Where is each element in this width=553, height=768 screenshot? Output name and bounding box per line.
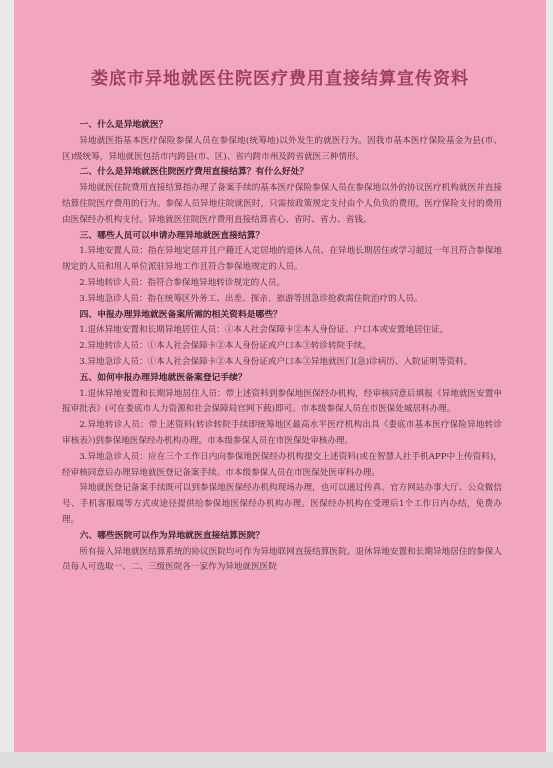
section-paragraph: 异地就医登记备案手续既可以到参保地医保经办机构现场办理，也可以通过传真、官方网站办事大厅、公众微信号、手机客服端等方式或途径提供给参保地医保经办机构办理。医保经办机构在受理后1个工作日内办结，免费办理。 bbox=[62, 483, 502, 525]
section-paragraph: 3.异地急诊人员：指在统筹区外务工、出差、探亲、旅游等因急诊抢救需住院治疗的人员。 bbox=[79, 293, 423, 304]
section-paragraph: 1.退休异地安置和长期异地居住人员：①本人社会保障卡②本人身份证、户口本或安置地居住证。 bbox=[79, 325, 449, 336]
section-paragraph: 1.退休异地安置和长期异地居住人员：带上述资料到参保地医保经办机构，经审核同意后填报《异地就医安置申报审批表》(可在娄底市人力资源和社会保障局官网下载)即可。市本级参保人员在市医保处城居科办理。 bbox=[62, 388, 502, 415]
section-paragraph: 3.异地急诊人员：应在三个工作日内向参保地医保经办机构提交上述资料(或在智慧人社手机APP中上传资料)，经审核同意后办理异地就医登记备案手续。市本级参保人员在市医保处医审科办理。 bbox=[62, 451, 502, 478]
section-paragraph: 3.异地急诊人员：①本人社会保障卡②本人身份证或户口本③异地就医门(急)诊病历、入院证明等资料。 bbox=[79, 356, 473, 367]
section-paragraph: 2.异地转诊人员：指符合参保地异地转诊规定的人员。 bbox=[79, 277, 286, 288]
section-paragraph: 2.异地转诊人员：带上述资料(转诊转院手续即统筹地区最高水平医疗机构出具《娄底市基本医疗保险异地转诊审核表》)到参保地医保经办机构办理。市本级参保人员在市医保处审核办理。 bbox=[62, 420, 502, 446]
section-heading: 四、申报办理异地就医备案所需的相关资料是哪些？ bbox=[79, 309, 282, 320]
section-paragraph: 1.异地安置人员：指在异地定居并且户籍迁入定居地的退休人员、在异地长期居住或学习超过一年且符合参保地规定的人员和用人单位派驻异地工作且符合参保地规定的人员。 bbox=[62, 246, 502, 273]
section-paragraph: 异地就医指基本医疗保险参保人员在参保地(统筹地)以外发生的就医行为。因我市基本医疗保险基金为县(市、区)级统筹，异地就医包括市内跨县(市、区)、省内跨市州及跨省就医三种情形。 bbox=[62, 135, 502, 162]
document-title: 娄底市异地就医住院医疗费用直接结算宣传资料 bbox=[91, 69, 469, 89]
section-paragraph: 异地就医住院费用直接结算指办理了备案手续的基本医疗保险参保人员在参保地以外的协议医疗机构就医并直接结算住院医疗费用的行为。参保人员异地住院就医时，只需按政策规定支付由个人负负的费用，医疗保险支付的费用由医保经办机构支付。异地就医住院医疗费用直接结算省心、省时、省力、省钱。 bbox=[62, 183, 502, 225]
section-paragraph: 所有接入异地就医结算系统的协议医院均可作为异地联网直接结算医院。退休异地安置和长期异地居住的参保人员每人可选取一、二、三级医院各一家作为异地就医医院 bbox=[62, 546, 502, 573]
section-heading: 三、哪些人员可以申请办理异地就医直接结算？ bbox=[79, 230, 265, 241]
scan-background bbox=[0, 752, 553, 768]
section-heading: 五、如何申报办理异地就医备案登记手续？ bbox=[79, 372, 247, 383]
section-paragraph: 2.异地转诊人员：①本人社会保障卡②本人身份证或户口本③转诊转院手续。 bbox=[79, 341, 371, 352]
section-heading: 二、什么是异地就医住院医疗费用直接结算？有什么好处？ bbox=[79, 167, 309, 178]
document-page bbox=[14, 0, 546, 752]
document-body bbox=[62, 118, 502, 576]
section-heading: 一、什么是异地就医？ bbox=[79, 120, 168, 130]
section-heading: 六、哪些医院可以作为异地就医直接结算医院？ bbox=[79, 530, 265, 541]
